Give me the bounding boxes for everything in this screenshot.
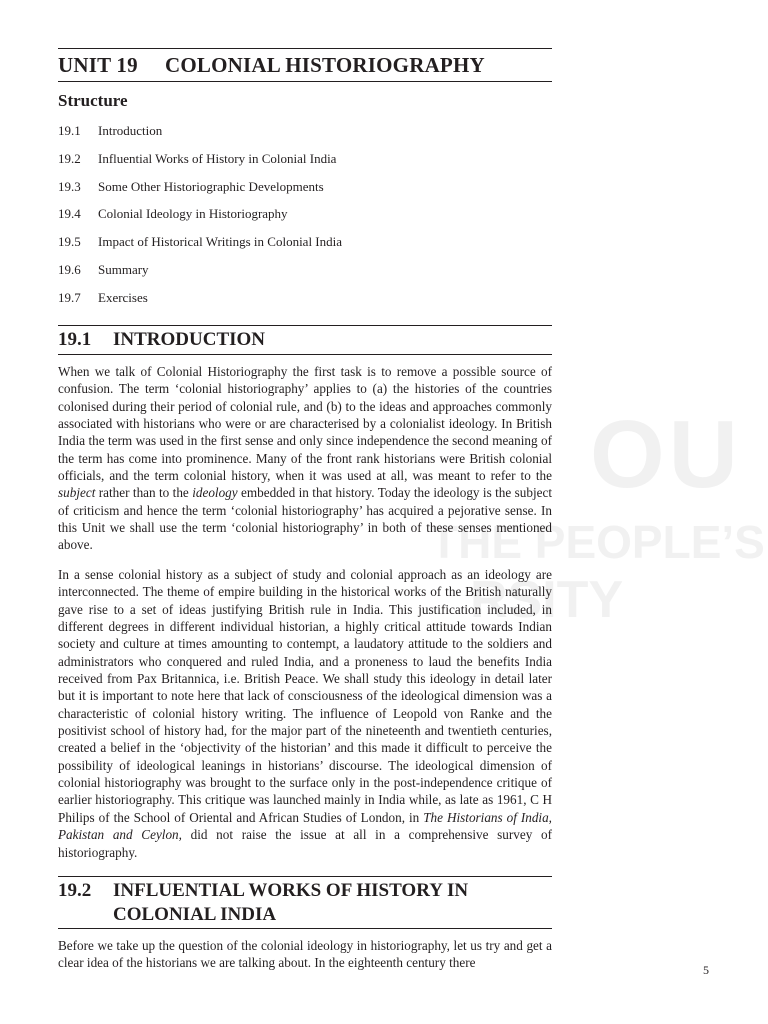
emphasis-text: subject	[58, 485, 96, 501]
toc-item-number: 19.1	[58, 123, 81, 138]
paragraph-text: In a sense colonial history as a subject of study and colonial approach as an ideology are interconnected. The theme of empire building in the historical works of the British naturally gave rise to a set of ideas justifying British rule in India. This justification included, in different degrees in different individual historian, a highly critical attitude towards Indian society and culture at times amounting to contempt, a laudatory attitude to the soldiers and administrators who conquered and ruled India, and a proneness to laud the benefits India received from Pax Britannica, i.e. British Peace. We shall study this ideology in detail later but it is important to note here that lack of consciousness of the ideological dimension was a characteristic of colonial history writing. The influence of Leopold von Ranke and the positivist school of history had, for the major part of the nineteenth and twentieth centuries, created a belief in the ‘objectivity of the historian’ and this made it difficult to perceive the possibility of ideological leanings in historians’ discourse. The ideological dimension of colonial historiography was brought to the surface only in the post-independence critique of earlier historiography. This critique was launched mainly in India while, as late as 1961, C H Philips of the School of Oriental and African Studies of London, in	[58, 567, 552, 825]
book-title: The Historians of India, Pakistan and Ceylon,	[58, 809, 552, 843]
section-title-line-2: COLONIAL INDIA	[113, 904, 277, 925]
body-paragraph	[58, 363, 552, 554]
toc-item-label: Introduction	[98, 123, 163, 138]
paragraph-text: rather than to the	[95, 485, 193, 501]
toc-item	[58, 148, 552, 176]
unit-number: UNIT 19	[58, 53, 138, 77]
toc-item-label: Impact of Historical Writings in Colonial India	[98, 234, 343, 250]
table-of-contents	[58, 120, 552, 315]
toc-item-label: Colonial Ideology in Historiography	[98, 206, 288, 222]
toc-item-number: 19.2	[58, 150, 81, 166]
toc-item-label: Exercises	[98, 289, 148, 305]
toc-item-number: 19.6	[58, 261, 81, 277]
paragraph-text: When we talk of Colonial Historiography the first task is to remove a possible source of confusion. The term ‘colonial historiography’ applies to (a) the histories of the countries colonised during their period of colonial rule, and (b) to the ideas and approaches commonly associated with historians who were or are characterised by a colonialist ideology. In British India the term was used in the first sense and only since independence the second meaning of the term has come into prominence. Many of the front rank historians were British colonial officials, and the term colonial history, when it was used at all, was meant to refer to the	[58, 364, 552, 484]
section-number: 19.1	[58, 329, 92, 350]
watermark-line-3: RSITY	[470, 571, 624, 629]
structure-title: Structure	[58, 91, 128, 110]
unit-title: COLONIAL HISTORIOGRAPHY	[165, 53, 485, 77]
body-paragraph: Before we take up the question of the colonial ideology in historiography, let us try and get a clear idea of the historians we are talking about. In the eighteenth century there	[58, 938, 552, 971]
paragraph-text: embedded in that history. Today the ideology is the subject of criticism and hence the term ‘colonial historiography’ has acquired a pejorative sense. In this Unit we shall use the term ‘colonial historiography’ in both of these senses mentioned above.	[58, 485, 552, 553]
section-title: INTRODUCTION	[113, 329, 266, 350]
section-heading-influential-works	[58, 876, 552, 929]
toc-item	[58, 287, 552, 315]
toc-item-label: Influential Works of History in Colonial India	[98, 150, 337, 166]
body-paragraph	[58, 566, 552, 861]
paragraph-text: did not raise the issue at all in a comprehensive survey of historiography.	[58, 827, 552, 860]
toc-item-number: 19.3	[58, 178, 81, 194]
toc-item	[58, 259, 552, 287]
page-number: 5	[703, 963, 709, 977]
toc-item-label: Some Other Historiographic Developments	[98, 178, 324, 194]
toc-item-number: 19.4	[58, 206, 81, 222]
toc-item-label: Summary	[98, 261, 149, 277]
toc-item-number: 19.7	[58, 289, 81, 305]
section-title-line-1: INFLUENTIAL WORKS OF HISTORY IN	[113, 880, 469, 901]
unit-heading	[58, 48, 552, 82]
toc-item	[58, 231, 552, 259]
section-number: 19.2	[58, 880, 92, 901]
emphasis-text: ideology	[192, 485, 238, 501]
toc-item	[58, 176, 552, 204]
section-title	[113, 879, 543, 927]
section-heading-introduction	[58, 325, 552, 355]
toc-item	[58, 203, 552, 231]
toc-item-number: 19.5	[58, 234, 81, 250]
watermark-line-2: THE PEOPLE’S	[430, 516, 765, 568]
watermark-line-1: OU	[590, 401, 742, 508]
toc-item	[58, 120, 552, 148]
